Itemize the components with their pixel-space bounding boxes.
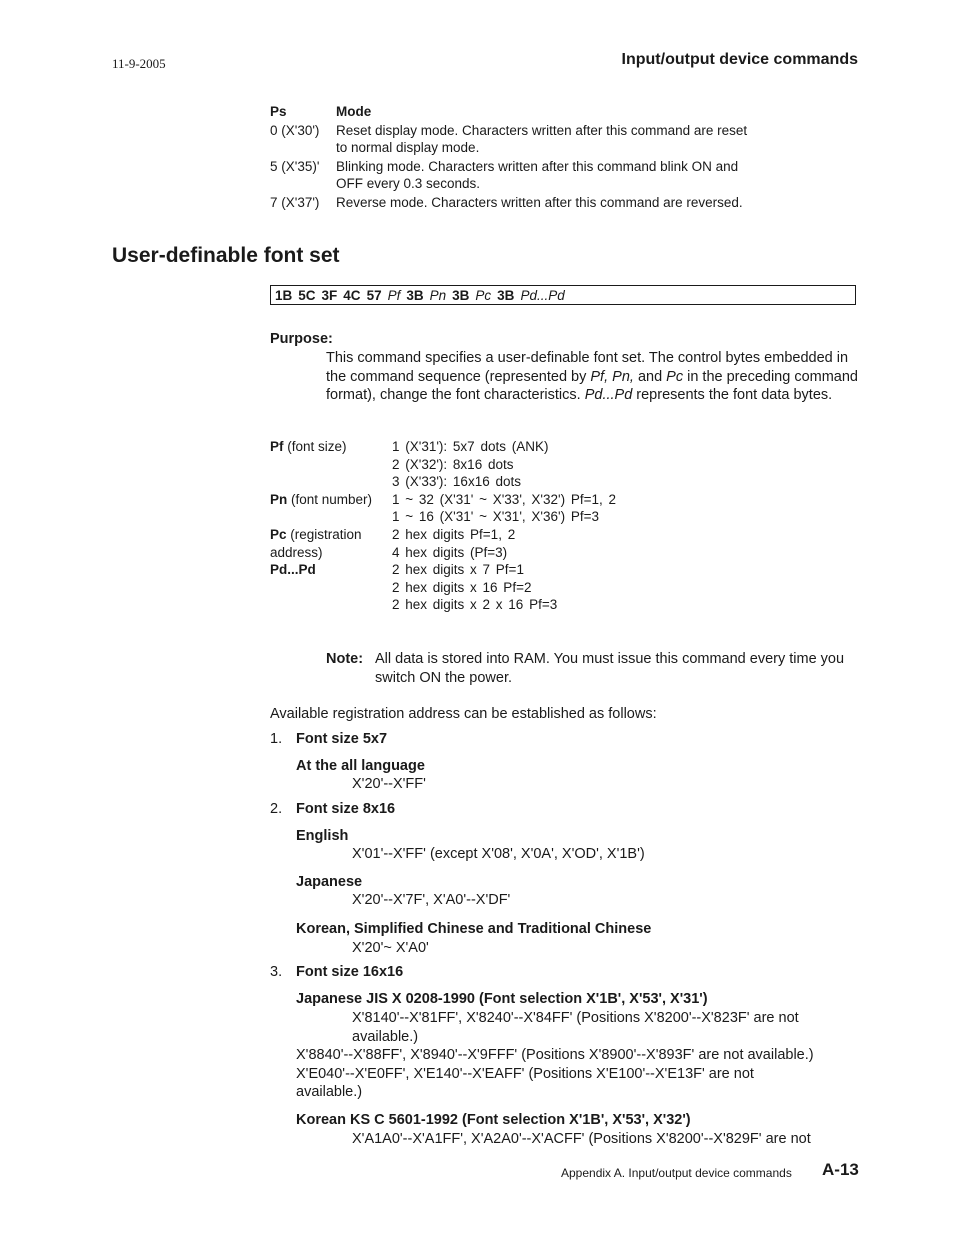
syntax-byte: 5C: [298, 288, 316, 303]
purpose-param: Pd...Pd: [584, 387, 633, 403]
range-text: X'A1A0'--X'A1FF', X'A2A0'--X'ACFF' (Positions X'8200'--X'829F' are not: [352, 1131, 811, 1147]
param-values: [392, 438, 670, 491]
list-number: 1.: [270, 731, 283, 747]
syntax-param: Pf: [387, 288, 401, 303]
param-value: 1 (X'31'): 5x7 dots (ANK): [392, 439, 549, 454]
range-text: X'E040'--X'E0FF', X'E140'--X'EAFF' (Positions X'E100'--X'E13F' are not: [296, 1066, 754, 1082]
param-row-pf: [270, 438, 670, 491]
available-intro: Available registration address can be established as follows:: [270, 706, 657, 722]
subheading: English: [296, 828, 349, 844]
range-text: X'20'~ X'A0': [352, 940, 429, 956]
list-number: 2.: [270, 801, 283, 817]
param-value: 2 (X'32'): 8x16 dots: [392, 456, 514, 472]
param-name: Pn (font number): [270, 491, 373, 507]
subheading: Japanese: [296, 874, 363, 890]
syntax-byte: 4C: [343, 288, 361, 303]
syntax-byte: 3B: [406, 288, 424, 303]
running-title: Input/output device commands: [621, 51, 858, 68]
param-values: [392, 526, 670, 561]
list-item-title: Font size 8x16: [296, 801, 396, 817]
syntax-byte: 3F: [321, 288, 338, 303]
param-value: 1 ~ 16 (X'31' ~ X'31', X'36') Pf=3: [392, 509, 599, 525]
param-name: Pf (font size): [270, 439, 347, 454]
section-title: User-definable font set: [112, 244, 340, 267]
range-text: X'20'--X'FF': [352, 776, 426, 792]
subheading: Japanese JIS X 0208-1990 (Font selection X'1B', X'53', X'31'): [296, 991, 708, 1007]
param-value: 1 ~ 32 (X'31' ~ X'33', X'32') Pf=1, 2: [392, 491, 616, 507]
column-header-mode: Mode: [336, 104, 372, 119]
footer-text: Appendix A. Input/output device commands: [561, 1166, 792, 1180]
param-value: 2 hex digits x 16 Pf=2: [392, 579, 532, 595]
syntax-byte: 1B: [275, 288, 293, 303]
date-stamp: 11-9-2005: [112, 56, 166, 71]
range-text: X'8140'--X'81FF', X'8240'--X'84FF' (Positions X'8200'--X'823F' are not: [352, 1010, 799, 1026]
list-item: [270, 730, 282, 749]
note-block: [326, 650, 846, 687]
range-text: available.): [352, 1029, 419, 1045]
purpose-param: Pf, Pn,: [590, 368, 634, 385]
purpose-param: Pc: [666, 368, 684, 385]
page-number: A-13: [822, 1160, 859, 1179]
subheading: At the all language: [296, 758, 425, 774]
purpose-run: This command specifies a user-definable font set. The control bytes embedded in the command sequence (represented by: [326, 350, 849, 385]
param-value: 2 hex digits x 2 x 16 Pf=3: [392, 597, 558, 613]
syntax-byte: 3B: [452, 288, 470, 303]
list-item: [270, 800, 282, 819]
subheading: Korean KS C 5601-1992 (Font selection X'1B', X'53', X'32'): [296, 1112, 691, 1128]
purpose-label: Purpose:: [270, 331, 333, 347]
param-row-pn: [270, 491, 670, 526]
list-item: [270, 963, 282, 982]
ps-mode-table: [270, 103, 790, 211]
range-text: X'01'--X'FF' (except X'08', X'0A', X'OD', X'1B'): [352, 846, 645, 862]
mode-description: [336, 122, 790, 157]
table-row: [270, 158, 790, 193]
list-item-title: Font size 5x7: [296, 731, 388, 747]
param-name: Pd...Pd: [270, 562, 316, 578]
param-values: [392, 561, 670, 614]
param-value: 3 (X'33'): 16x16 dots: [392, 474, 521, 490]
param-value: 2 hex digits x 7 Pf=1: [392, 562, 524, 578]
syntax-param: Pn: [429, 288, 447, 303]
range-text: X'20'--X'7F', X'A0'--X'DF': [352, 892, 511, 908]
list-item-title: Font size 16x16: [296, 964, 404, 980]
note-label: Note:: [326, 651, 364, 667]
param-value: 2 hex digits Pf=1, 2: [392, 526, 516, 542]
syntax-param: Pd...Pd: [520, 288, 565, 303]
mode-line: Reset display mode. Characters written after this command are reset: [336, 122, 748, 138]
column-header-ps: Ps: [270, 104, 287, 119]
purpose-run: and: [633, 368, 667, 385]
syntax-param: Pc: [475, 288, 492, 303]
mode-description: Reverse mode. Characters written after this command are reversed.: [336, 194, 743, 210]
purpose-run: represents the font data bytes.: [632, 387, 833, 403]
param-row-pc: [270, 526, 670, 561]
ps-code: 7 (X'37'): [270, 194, 320, 210]
mode-line: OFF every 0.3 seconds.: [336, 176, 481, 191]
param-row-pd: [270, 561, 670, 614]
command-syntax-box: [270, 285, 856, 305]
subheading: Korean, Simplified Chinese and Traditional Chinese: [296, 921, 652, 937]
table-row: [270, 194, 790, 212]
purpose-run: in the preceding command format), change the font characteristics.: [326, 368, 858, 403]
list-number: 3.: [270, 964, 283, 980]
table-header-row: [270, 103, 790, 121]
param-value: 4 hex digits (Pf=3): [392, 544, 508, 560]
ps-code: 5 (X'35)': [270, 158, 320, 174]
note-text: All data is stored into RAM. You must issue this command every time you switch ON the power.: [375, 651, 845, 686]
mode-line: to normal display mode.: [336, 140, 480, 155]
syntax-byte: 57: [366, 288, 382, 303]
param-values: [392, 491, 670, 526]
param-name: Pc (registration address): [270, 526, 362, 560]
range-text: available.): [296, 1084, 363, 1100]
table-row: [270, 122, 790, 157]
purpose-text: [326, 349, 862, 405]
mode-description: [336, 158, 790, 193]
mode-line: Blinking mode. Characters written after this command blink ON and: [336, 158, 739, 174]
range-text: X'8840'--X'88FF', X'8940'--X'9FFF' (Positions X'8900'--X'893F' are not available.): [296, 1047, 814, 1063]
ps-code: 0 (X'30'): [270, 122, 320, 138]
parameter-table: [270, 438, 670, 614]
syntax-byte: 3B: [497, 288, 515, 303]
